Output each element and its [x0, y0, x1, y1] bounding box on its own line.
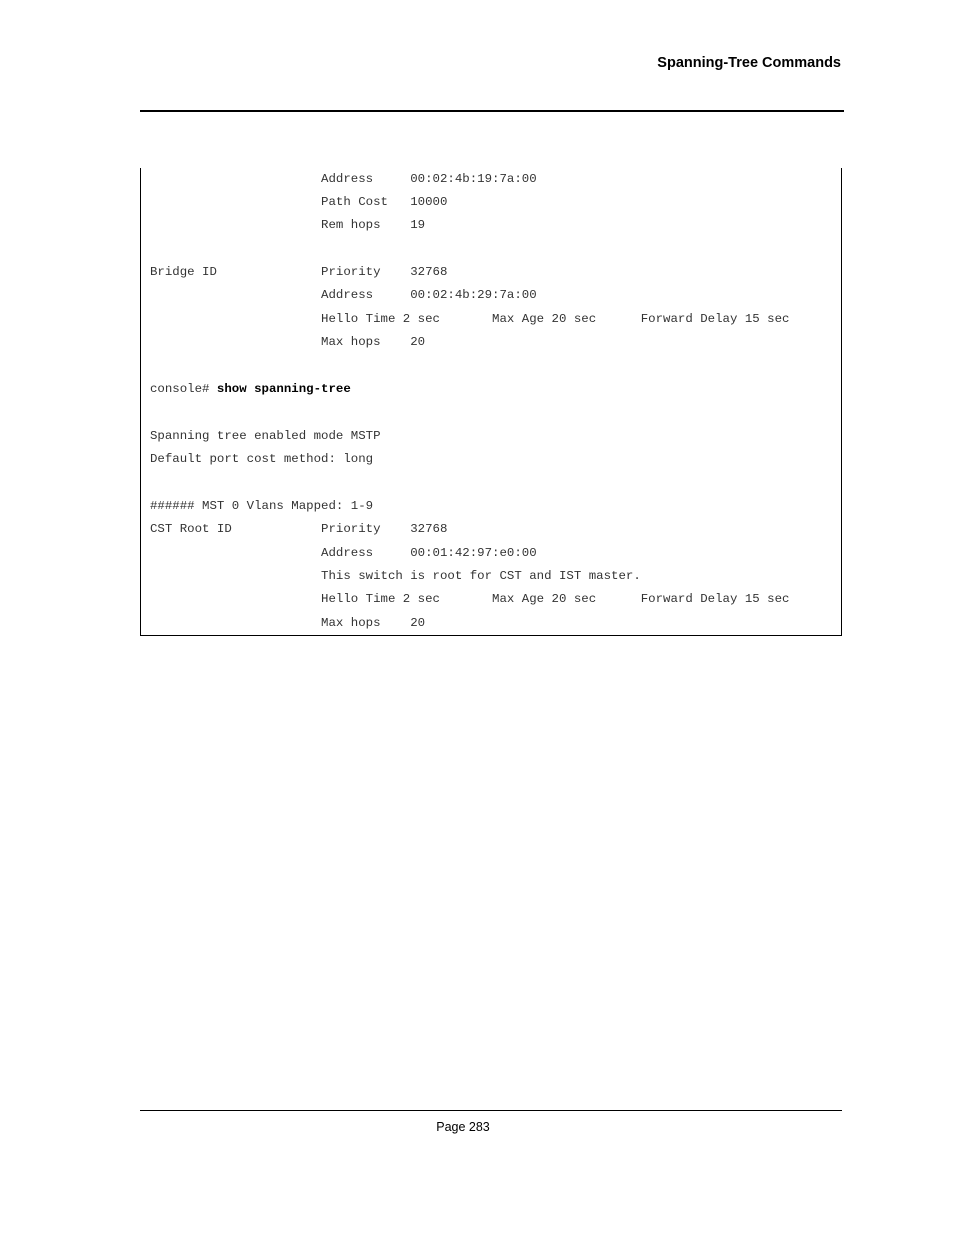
- page-header-title: Spanning-Tree Commands: [657, 55, 841, 71]
- code-line: Bridge ID Priority 32768: [150, 265, 448, 279]
- console-prompt: console#: [150, 382, 217, 396]
- code-line: Hello Time 2 sec Max Age 20 sec Forward Delay 15 sec: [150, 592, 790, 606]
- code-line: Default port cost method: long: [150, 452, 374, 466]
- code-line: Hello Time 2 sec Max Age 20 sec Forward Delay 15 sec: [150, 312, 790, 326]
- code-line: ###### MST 0 Vlans Mapped: 1-9: [150, 499, 374, 513]
- footer-divider: [140, 1110, 842, 1111]
- page-number: Page 283: [436, 1120, 490, 1134]
- code-line: Max hops 20: [150, 616, 426, 630]
- code-line: Rem hops 19: [150, 218, 426, 232]
- code-line: Spanning tree enabled mode MSTP: [150, 429, 381, 443]
- code-line: CST Root ID Priority 32768: [150, 522, 448, 536]
- header-divider: [140, 110, 844, 112]
- command-text: show spanning-tree: [216, 382, 351, 396]
- code-line: Max hops 20: [150, 335, 426, 349]
- command-line: [150, 380, 351, 398]
- code-line: Address 00:01:42:97:e0:00: [150, 546, 537, 560]
- code-line: Address 00:02:4b:19:7a:00: [150, 172, 537, 186]
- code-example-box: [140, 168, 842, 636]
- code-line: Address 00:02:4b:29:7a:00: [150, 288, 537, 302]
- code-line: This switch is root for CST and IST master.: [150, 569, 641, 583]
- code-line: Path Cost 10000: [150, 195, 448, 209]
